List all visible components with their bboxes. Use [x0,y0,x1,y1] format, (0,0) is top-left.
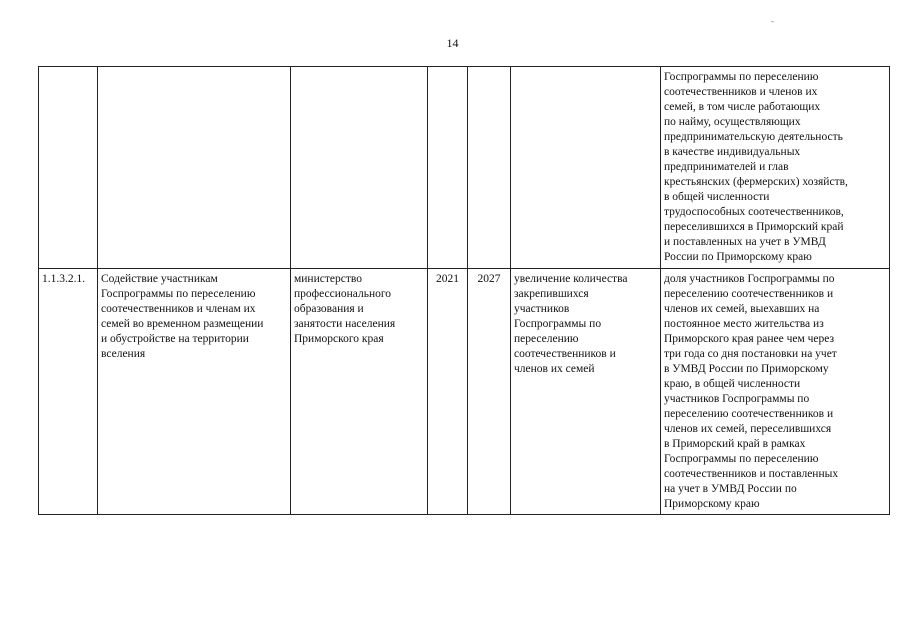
table-row-1-1-3-2-1 [39,269,890,515]
cell-executor: министерство профессионального образования и занятости населения Приморского края [291,269,428,515]
table-row-continuation [39,67,890,269]
cell-year-end [468,67,511,269]
cell-number: 1.1.3.2.1. [39,269,98,515]
cell-activity-name: Содействие участникам Госпрограммы по переселению соотечественников и членам их семей во временном размещении и обустройстве на территории вселения [98,269,291,515]
corner-mark: - [771,16,774,26]
cell-indicator: Госпрограммы по переселению соотечественников и членов их семей, в том числе работающих по найму, осуществляющих предпринимательскую деятельность в качестве индивидуальных предпринимателей и глав крестьянских (фермерских) хозяйств, в общей численности трудоспособных соотечественников, переселившихся в Приморский край и поставленных на учет в УМВД России по Приморскому краю [661,67,890,269]
page-number: 14 [446,36,459,50]
cell-indicator: доля участников Госпрограммы по переселению соотечественников и членов их семей, выехавших на постоянное место жительства из Приморского края ранее чем через три года со дня постановки на учет в УМВД России по Приморскому краю, в общей численности участников Госпрограммы по переселению соотечественников и членов их семей, переселившихся в Приморский край в рамках Госпрограммы по переселению соотечественников и поставленных на учет в УМВД России по Приморскому краю [661,269,890,515]
cell-executor [291,67,428,269]
cell-expected-result: увеличение количества закрепившихся участников Госпрограммы по переселению соотечественников и членов их семей [511,269,661,515]
cell-activity-name [98,67,291,269]
cell-expected-result [511,67,661,269]
cell-year-end: 2027 [468,269,511,515]
cell-year-start [428,67,468,269]
cell-number [39,67,98,269]
program-activities-table [38,66,890,515]
cell-year-start: 2021 [428,269,468,515]
